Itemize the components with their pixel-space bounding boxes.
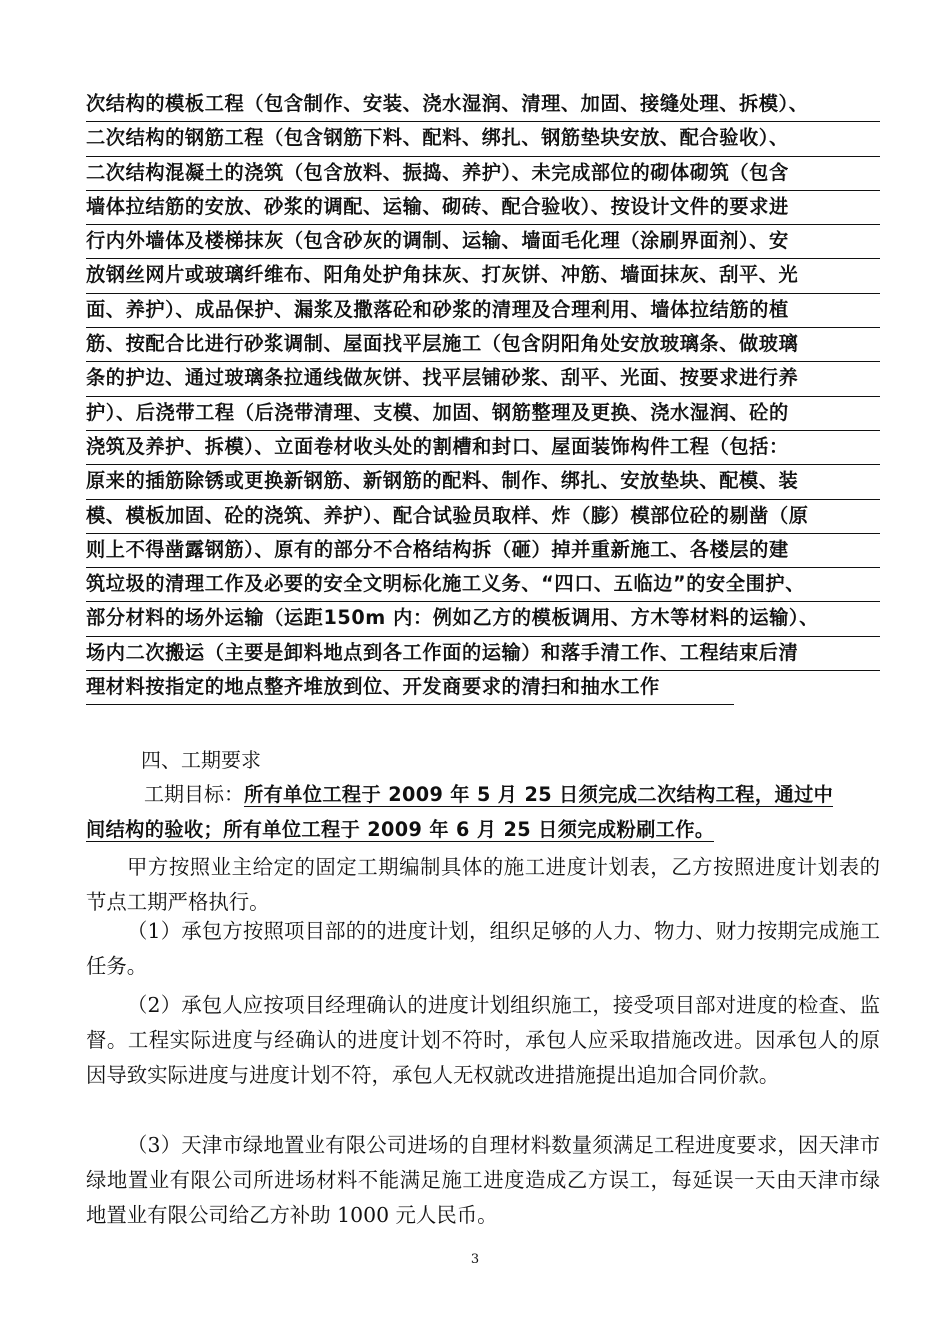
scope-line: 筑垃圾的清理工作及必要的安全文明标化施工义务、“四口、五临边”的安全围护、 — [86, 568, 880, 602]
schedule-intro-paragraph: 甲方按照业主给定的固定工期编制具体的施工进度计划表，乙方按照进度计划表的节点工期严格执行。 — [86, 855, 880, 914]
scope-line: 二次结构的钢筋工程（包含钢筋下料、配料、绑扎、钢筋垫块安放、配合验收）、 — [86, 122, 880, 156]
scope-line: 筋、按配合比进行砂浆调制、屋面找平层施工（包含阴阳角处安放玻璃条、做玻璃 — [86, 328, 880, 362]
scope-line: 则上不得凿露钢筋）、原有的部分不合格结构拆（砸）掉并重新施工、各楼层的建 — [86, 534, 880, 568]
schedule-goal-text-2: 间结构的验收；所有单位工程于 2009 年 6 月 25 日须完成粉刷工作。 — [86, 818, 715, 841]
clause-2-paragraph: （2）承包人应按项目经理确认的进度计划组织施工，接受项目部对进度的检查、监督。工程实际进度与经确认的进度计划不符时，承包人应采取措施改进。因承包人的原因导致实际进度与进度计划不符，承包人无权就改进措施提出追加合同价款。 — [86, 993, 880, 1087]
scope-line: 护）、后浇带工程（后浇带清理、支模、加固、钢筋整理及更换、浇水湿润、砼的 — [86, 397, 880, 431]
scope-line: 场内二次搬运（主要是卸料地点到各工作面的运输）和落手清工作、工程结束后清 — [86, 637, 880, 671]
schedule-goal-label: 工期目标： — [144, 782, 244, 806]
scope-line: 二次结构混凝土的浇筑（包含放料、振捣、养护）、未完成部位的砌体砌筑（包含 — [86, 157, 880, 191]
scope-line: 次结构的模板工程（包含制作、安装、浇水湿润、清理、加固、接缝处理、拆模）、 — [86, 88, 880, 122]
page-number: 3 — [470, 1252, 480, 1267]
scope-line: 行内外墙体及楼梯抹灰（包含砂灰的调制、运输、墙面毛化理（涂刷界面剂）、安 — [86, 225, 880, 259]
schedule-goal-text: 所有单位工程于 2009 年 5 月 25 日须完成二次结构工程，通过中 — [244, 783, 834, 806]
work-scope-block — [86, 88, 880, 705]
schedule-goal-line-2 — [86, 813, 880, 847]
scope-line: 部分材料的场外运输（运距150m 内：例如乙方的模板调用、方木等材料的运输）、 — [86, 602, 880, 636]
scope-line: 条的护边、通过玻璃条拉通线做灰饼、找平层铺砂浆、刮平、光面、按要求进行养 — [86, 362, 880, 396]
scope-line: 模、模板加固、砼的浇筑、养护）、配合试验员取样、炸（膨）模部位砼的剔凿（原 — [86, 500, 880, 534]
schedule-goal-line — [86, 778, 880, 812]
section-heading: 四、工期要求 — [141, 748, 261, 772]
scope-line: 面、养护）、成品保护、漏浆及撒落砼和砂浆的清理及合理利用、墙体拉结筋的植 — [86, 294, 880, 328]
clause-3-paragraph: （3）天津市绿地置业有限公司进场的自理材料数量须满足工程进度要求，因天津市绿地置业有限公司所进场材料不能满足施工进度造成乙方误工，每延误一天由天津市绿地置业有限公司给乙方补助 1000 元人民币。 — [86, 1133, 880, 1227]
scope-line: 理材料按指定的地点整齐堆放到位、开发商要求的清扫和抽水工作 — [86, 671, 734, 705]
clause-1-paragraph: （1）承包方按照项目部的的进度计划，组织足够的人力、物力、财力按期完成施工任务。 — [86, 919, 880, 978]
scope-line: 放钢丝网片或玻璃纤维布、阳角处护角抹灰、打灰饼、冲筋、墙面抹灰、刮平、光 — [86, 259, 880, 293]
scope-line: 原来的插筋除锈或更换新钢筋、新钢筋的配料、制作、绑扎、安放垫块、配模、装 — [86, 465, 880, 499]
scope-line: 墙体拉结筋的安放、砂浆的调配、运输、砌砖、配合验收）、按设计文件的要求进 — [86, 191, 880, 225]
scope-line: 浇筑及养护、拆模）、立面卷材收头处的割槽和封口、屋面装饰构件工程（包括： — [86, 431, 880, 465]
